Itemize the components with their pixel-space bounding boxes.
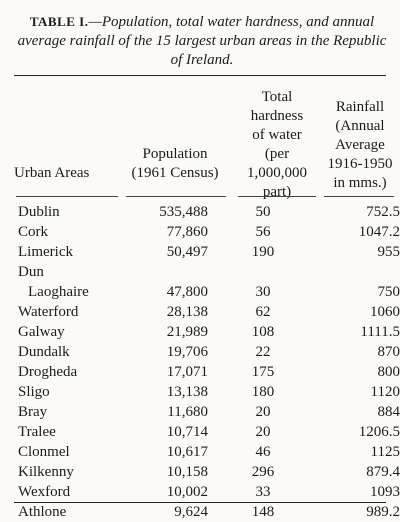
- cell-population: 11,680: [167, 404, 208, 420]
- cell-urban-area: [0, 362, 128, 382]
- cell-hardness: 175: [251, 364, 275, 380]
- table-row: [0, 382, 400, 402]
- cell-urban-area: [0, 222, 128, 242]
- cell-hardness: 46: [255, 444, 271, 460]
- cell-hardness: 108: [251, 324, 275, 340]
- urban-area-name: Bray: [18, 404, 48, 420]
- cell-population: 21,989: [166, 324, 208, 340]
- cell-population: 10,158: [166, 464, 208, 480]
- urban-area-name: Kilkenny: [18, 464, 74, 480]
- table-row: [0, 462, 400, 482]
- header-population: Population (1961 Census): [131, 146, 219, 181]
- cell-urban-area: [0, 202, 128, 222]
- urban-area-name: Tralee: [18, 424, 56, 440]
- cell-population: 10,002: [166, 484, 208, 500]
- bottom-rule: [14, 502, 386, 503]
- urban-area-name: Cork: [18, 224, 48, 240]
- cell-rainfall: 1120: [370, 384, 400, 400]
- cell-rainfall: 989.2: [366, 504, 400, 520]
- cell-rainfall: 1093: [370, 484, 400, 500]
- cell-urban-area: [0, 342, 128, 362]
- cell-urban-area: [0, 482, 128, 502]
- table-row: [0, 422, 400, 442]
- table-row: [0, 442, 400, 462]
- table-row: [0, 242, 400, 262]
- table-row: [0, 342, 400, 362]
- cell-population: 535,488: [159, 204, 208, 220]
- cell-population: 10,714: [166, 424, 208, 440]
- cell-rainfall: 884: [377, 404, 400, 420]
- cell-rainfall: 750: [377, 284, 400, 300]
- urban-area-name-continued: Laoghaire: [28, 284, 89, 300]
- cell-population: 17,071: [166, 364, 208, 380]
- urban-area-name: Dundalk: [18, 344, 70, 360]
- cell-rainfall: 800: [377, 364, 400, 380]
- cell-urban-area: [0, 442, 128, 462]
- table-row: [0, 502, 400, 522]
- cell-population: 47,800: [166, 284, 208, 300]
- cell-population: 77,860: [166, 224, 208, 240]
- table-row: [0, 222, 400, 242]
- header-underline-area: [16, 196, 118, 197]
- cell-rainfall: 870: [377, 344, 400, 360]
- urban-area-name: Clonmel: [18, 444, 70, 460]
- urban-area-name: Dublin: [18, 204, 60, 220]
- cell-hardness: 33: [255, 484, 271, 500]
- table-row: [0, 202, 400, 222]
- table-number: TABLE I.: [29, 14, 89, 29]
- urban-area-name: Dun: [18, 264, 44, 280]
- top-rule: [14, 75, 386, 76]
- urban-area-name: Limerick: [18, 244, 73, 260]
- cell-rainfall: 752.5: [366, 204, 400, 220]
- cell-population: 10,617: [166, 444, 208, 460]
- header-rainfall: Rainfall (Annual Average 1916-1950 in mms.): [327, 99, 393, 191]
- table-body: [0, 202, 400, 522]
- cell-population: 9,624: [174, 504, 208, 520]
- table-title: —Population, total water hardness, and annual average rainfall of the 15 largest urban areas in the Republic of Ireland.: [17, 14, 387, 68]
- data-table: [0, 202, 400, 522]
- cell-population: 50,497: [166, 244, 208, 260]
- cell-population: 28,138: [166, 304, 208, 320]
- header-underline-rainfall: [324, 196, 394, 197]
- cell-population: 13,138: [166, 384, 208, 400]
- cell-urban-area: [0, 382, 128, 402]
- table-caption: [16, 12, 388, 70]
- table-row: [0, 402, 400, 422]
- header-hardness: Total hardness of water (per 1,000,000 part): [247, 89, 307, 200]
- urban-area-name: Wexford: [18, 484, 71, 500]
- cell-hardness: 22: [255, 344, 271, 360]
- cell-rainfall: 1060: [370, 304, 400, 320]
- header-underline-hardness: [238, 196, 316, 197]
- cell-hardness: 148: [251, 504, 275, 520]
- cell-urban-area: [0, 322, 128, 342]
- cell-urban-area: [0, 302, 128, 322]
- urban-area-name: Drogheda: [18, 364, 78, 380]
- header-urban-areas: Urban Areas: [14, 165, 90, 181]
- cell-hardness: 30: [255, 284, 271, 300]
- urban-area-name: Athlone: [18, 504, 67, 520]
- cell-hardness: 180: [251, 384, 275, 400]
- urban-area-name: Waterford: [18, 304, 79, 320]
- cell-hardness: 20: [255, 404, 271, 420]
- cell-hardness: 190: [251, 244, 275, 260]
- header-underline-population: [126, 196, 226, 197]
- cell-urban-area: [0, 422, 128, 442]
- table-row: [0, 482, 400, 502]
- cell-urban-area: [0, 402, 128, 422]
- table-row: [0, 262, 400, 302]
- cell-urban-area: [0, 262, 128, 302]
- cell-hardness: 20: [255, 424, 271, 440]
- cell-rainfall: 879.4: [366, 464, 400, 480]
- urban-area-name: Sligo: [18, 384, 50, 400]
- cell-urban-area: [0, 462, 128, 482]
- urban-area-name: Galway: [18, 324, 65, 340]
- table-row: [0, 362, 400, 382]
- table-row: [0, 302, 400, 322]
- cell-hardness: 56: [255, 224, 271, 240]
- table-row: [0, 322, 400, 342]
- cell-rainfall: 1047.2: [358, 224, 400, 240]
- cell-hardness: 296: [251, 464, 275, 480]
- cell-rainfall: 1111.5: [360, 324, 400, 340]
- cell-rainfall: 1125: [370, 444, 400, 460]
- cell-hardness: 62: [255, 304, 271, 320]
- cell-rainfall: 1206.5: [358, 424, 400, 440]
- cell-rainfall: 955: [377, 244, 400, 260]
- cell-urban-area: [0, 502, 128, 522]
- cell-urban-area: [0, 242, 128, 262]
- cell-population: 19,706: [166, 344, 208, 360]
- cell-hardness: 50: [255, 204, 271, 220]
